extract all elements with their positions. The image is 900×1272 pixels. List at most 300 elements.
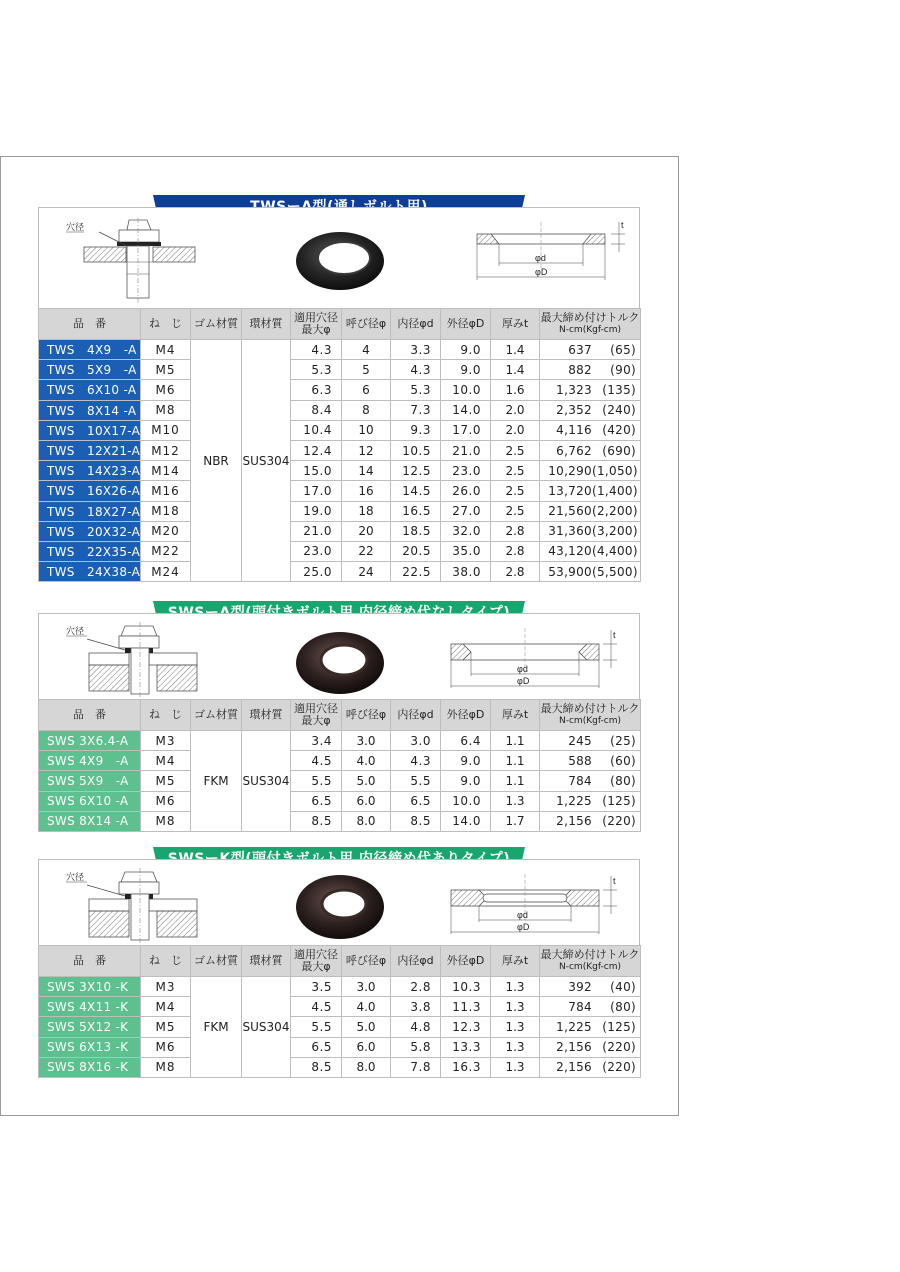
inner-d-label: φd <box>517 910 528 920</box>
hole-diameter-cell: 5.5 <box>291 1017 342 1037</box>
torque-cell <box>540 811 641 831</box>
header-ring: 環材質 <box>242 700 291 731</box>
nominal-diameter-cell: 5.0 <box>342 771 391 791</box>
table-row <box>39 340 641 360</box>
torque-cell <box>540 481 641 501</box>
nominal-diameter-cell: 12 <box>342 440 391 460</box>
thickness-cell: 1.3 <box>491 1037 540 1057</box>
torque-cell <box>540 340 641 360</box>
inner-diameter-cell: 12.5 <box>391 461 441 481</box>
thickness-label: t <box>613 630 616 640</box>
part-number-cell: TWS 5X9 -A <box>39 360 141 380</box>
thickness-cell: 1.1 <box>491 731 540 751</box>
inner-diameter-cell: 4.8 <box>391 1017 441 1037</box>
thickness-cell: 1.4 <box>491 360 540 380</box>
hole-diameter-cell: 6.5 <box>291 1037 342 1057</box>
header-ring: 環材質 <box>242 946 291 977</box>
header-screw: ね じ <box>141 946 191 977</box>
torque-ncm: 2,156 <box>556 1060 592 1075</box>
outer-diameter-cell: 13.3 <box>441 1037 491 1057</box>
thickness-cell: 1.3 <box>491 791 540 811</box>
swsk-table <box>38 945 641 1078</box>
inner-diameter-cell: 3.0 <box>391 731 441 751</box>
outer-diameter-cell: 9.0 <box>441 751 491 771</box>
tws-figure <box>38 207 640 308</box>
torque-ncm: 53,900 <box>548 564 592 579</box>
table-row <box>39 751 641 771</box>
part-number-cell: TWS 12X21-A <box>39 440 141 460</box>
header-ring: 環材質 <box>242 309 291 340</box>
swsa-table-body <box>39 731 641 832</box>
hole-diameter-cell: 4.5 <box>291 751 342 771</box>
torque-kgf: (65) <box>610 342 636 357</box>
header-hole <box>291 700 342 731</box>
nominal-diameter-cell: 3.0 <box>342 977 391 997</box>
header-hole-line2: 最大φ <box>301 714 331 727</box>
ring-material-cell: SUS304 <box>242 977 291 1078</box>
torque-kgf: (240) <box>602 403 636 418</box>
table-row <box>39 440 641 460</box>
screw-cell: M3 <box>141 731 191 751</box>
table-row <box>39 1017 641 1037</box>
nominal-diameter-cell: 8.0 <box>342 1057 391 1077</box>
bolt-section-drawing <box>87 622 197 698</box>
torque-cell <box>540 380 641 400</box>
inner-d-label: φd <box>535 253 546 263</box>
screw-cell: M20 <box>141 521 191 541</box>
outer-diameter-cell: 17.0 <box>441 420 491 440</box>
hole-diameter-cell: 4.5 <box>291 997 342 1017</box>
inner-diameter-cell: 22.5 <box>391 562 441 582</box>
part-number-cell: SWS 6X13 -K <box>39 1037 141 1057</box>
inner-diameter-cell: 5.3 <box>391 380 441 400</box>
header-inner: 内径φd <box>391 309 441 340</box>
torque-cell <box>540 521 641 541</box>
outer-diameter-cell: 16.3 <box>441 1057 491 1077</box>
screw-cell: M24 <box>141 562 191 582</box>
hole-diameter-cell: 21.0 <box>291 521 342 541</box>
ring-material-cell: SUS304 <box>242 340 291 582</box>
table-row <box>39 1037 641 1057</box>
torque-kgf: (125) <box>602 794 636 809</box>
part-number-cell: TWS 18X27-A <box>39 501 141 521</box>
torque-cell <box>540 997 641 1017</box>
part-number-cell: TWS 24X38-A <box>39 562 141 582</box>
torque-kgf: (60) <box>610 753 636 768</box>
inner-diameter-cell: 6.5 <box>391 791 441 811</box>
nominal-diameter-cell: 10 <box>342 420 391 440</box>
torque-cell <box>540 751 641 771</box>
swsk-figure-svg <box>39 860 641 946</box>
nominal-diameter-cell: 5 <box>342 360 391 380</box>
thickness-cell: 2.0 <box>491 400 540 420</box>
torque-cell <box>540 1037 641 1057</box>
inner-diameter-cell: 4.3 <box>391 360 441 380</box>
part-number-cell: SWS 5X12 -K <box>39 1017 141 1037</box>
inner-diameter-cell: 20.5 <box>391 541 441 561</box>
tws-table-body <box>39 340 641 582</box>
header-torque-line2: N-cm(Kgf-cm) <box>559 716 621 726</box>
torque-ncm: 1,225 <box>556 794 592 809</box>
washer-photo <box>296 875 384 939</box>
hole-diameter-cell: 17.0 <box>291 481 342 501</box>
header-outer: 外径φD <box>441 700 491 731</box>
nominal-diameter-cell: 6.0 <box>342 1037 391 1057</box>
header-thickness: 厚みt <box>491 700 540 731</box>
table-row <box>39 811 641 831</box>
nominal-diameter-cell: 4 <box>342 340 391 360</box>
nominal-diameter-cell: 16 <box>342 481 391 501</box>
header-torque-line1: 最大締め付けトルク <box>540 311 640 324</box>
screw-cell: M16 <box>141 481 191 501</box>
part-number-cell: SWS 6X10 -A <box>39 791 141 811</box>
torque-cell <box>540 1017 641 1037</box>
table-row <box>39 997 641 1017</box>
hole-diameter-cell: 6.5 <box>291 791 342 811</box>
thickness-cell: 1.1 <box>491 771 540 791</box>
torque-cell <box>540 461 641 481</box>
hole-diameter-cell: 23.0 <box>291 541 342 561</box>
header-screw: ね じ <box>141 309 191 340</box>
outer-diameter-cell: 32.0 <box>441 521 491 541</box>
outer-diameter-cell: 9.0 <box>441 340 491 360</box>
header-hole-line1: 適用穴径 <box>294 948 338 961</box>
screw-cell: M3 <box>141 977 191 997</box>
header-thickness: 厚みt <box>491 946 540 977</box>
screw-cell: M18 <box>141 501 191 521</box>
hole-diameter-cell: 8.5 <box>291 811 342 831</box>
table-row <box>39 521 641 541</box>
inner-diameter-cell: 4.3 <box>391 751 441 771</box>
part-number-cell: SWS 8X16 -K <box>39 1057 141 1077</box>
table-row <box>39 541 641 561</box>
part-number-cell: TWS 8X14 -A <box>39 400 141 420</box>
thickness-cell: 1.7 <box>491 811 540 831</box>
thickness-cell: 1.1 <box>491 751 540 771</box>
hole-label: 穴径 <box>66 872 85 882</box>
part-number-cell: TWS 6X10 -A <box>39 380 141 400</box>
torque-ncm: 784 <box>568 999 592 1014</box>
outer-diameter-cell: 21.0 <box>441 440 491 460</box>
header-nominal: 呼び径φ <box>342 309 391 340</box>
hole-diameter-cell: 5.3 <box>291 360 342 380</box>
header-hole <box>291 309 342 340</box>
nominal-diameter-cell: 22 <box>342 541 391 561</box>
torque-cell <box>540 501 641 521</box>
nominal-diameter-cell: 8 <box>342 400 391 420</box>
torque-ncm: 10,290 <box>548 463 592 478</box>
torque-ncm: 21,560 <box>548 504 592 519</box>
torque-kgf: (690) <box>602 443 636 458</box>
part-number-cell: SWS 3X10 -K <box>39 977 141 997</box>
dimension-drawing <box>451 874 617 934</box>
torque-cell <box>540 541 641 561</box>
inner-diameter-cell: 8.5 <box>391 811 441 831</box>
outer-diameter-cell: 9.0 <box>441 360 491 380</box>
table-header-row <box>39 700 641 731</box>
table-row <box>39 562 641 582</box>
hole-diameter-cell: 12.4 <box>291 440 342 460</box>
thickness-cell: 1.3 <box>491 1057 540 1077</box>
header-nominal: 呼び径φ <box>342 946 391 977</box>
thickness-cell: 2.8 <box>491 521 540 541</box>
outer-diameter-cell: 11.3 <box>441 997 491 1017</box>
screw-cell: M8 <box>141 400 191 420</box>
screw-cell: M5 <box>141 771 191 791</box>
screw-cell: M6 <box>141 380 191 400</box>
torque-kgf: (80) <box>610 773 636 788</box>
nominal-diameter-cell: 8.0 <box>342 811 391 831</box>
header-hole-line2: 最大φ <box>301 960 331 973</box>
header-screw: ね じ <box>141 700 191 731</box>
screw-cell: M6 <box>141 791 191 811</box>
torque-kgf: (2,200) <box>592 504 638 519</box>
torque-cell <box>540 731 641 751</box>
header-inner: 内径φd <box>391 700 441 731</box>
torque-cell <box>540 440 641 460</box>
screw-cell: M4 <box>141 997 191 1017</box>
header-part-no: 品 番 <box>39 946 141 977</box>
screw-cell: M6 <box>141 1037 191 1057</box>
outer-diameter-cell: 10.0 <box>441 791 491 811</box>
torque-ncm: 1,225 <box>556 1019 592 1034</box>
outer-d-label: φD <box>535 267 548 277</box>
screw-cell: M12 <box>141 440 191 460</box>
washer-photo <box>296 632 384 694</box>
torque-ncm: 637 <box>568 342 592 357</box>
torque-kgf: (5,500) <box>592 564 638 579</box>
part-number-cell: SWS 5X9 -A <box>39 771 141 791</box>
screw-cell: M4 <box>141 340 191 360</box>
part-number-cell: SWS 4X9 -A <box>39 751 141 771</box>
header-torque <box>540 309 641 340</box>
torque-kgf: (220) <box>602 814 636 829</box>
nominal-diameter-cell: 4.0 <box>342 997 391 1017</box>
header-rubber: ゴム材質 <box>191 946 242 977</box>
torque-kgf: (80) <box>610 999 636 1014</box>
inner-diameter-cell: 16.5 <box>391 501 441 521</box>
rubber-material-cell: NBR <box>191 340 242 582</box>
header-torque <box>540 700 641 731</box>
torque-ncm: 4,116 <box>556 423 592 438</box>
torque-ncm: 2,156 <box>556 814 592 829</box>
hole-diameter-cell: 3.5 <box>291 977 342 997</box>
table-row <box>39 501 641 521</box>
thickness-cell: 2.5 <box>491 440 540 460</box>
outer-d-label: φD <box>517 922 530 932</box>
part-number-cell: SWS 4X11 -K <box>39 997 141 1017</box>
swsk-table-body <box>39 977 641 1078</box>
hole-label: 穴径 <box>66 222 85 232</box>
table-row <box>39 481 641 501</box>
hole-diameter-cell: 3.4 <box>291 731 342 751</box>
part-number-cell: TWS 14X23-A <box>39 461 141 481</box>
part-number-cell: TWS 10X17-A <box>39 420 141 440</box>
torque-cell <box>540 771 641 791</box>
torque-kgf: (90) <box>610 362 636 377</box>
torque-kgf: (1,400) <box>592 483 638 498</box>
header-hole <box>291 946 342 977</box>
swsk-figure <box>38 859 640 945</box>
dimension-drawing <box>451 628 617 688</box>
header-thickness: 厚みt <box>491 309 540 340</box>
hole-diameter-cell: 8.4 <box>291 400 342 420</box>
torque-ncm: 784 <box>568 773 592 788</box>
tws-table <box>38 308 641 582</box>
hole-diameter-cell: 19.0 <box>291 501 342 521</box>
outer-diameter-cell: 9.0 <box>441 771 491 791</box>
inner-diameter-cell: 3.3 <box>391 340 441 360</box>
part-number-cell: SWS 3X6.4-A <box>39 731 141 751</box>
torque-ncm: 43,120 <box>548 544 592 559</box>
part-number-cell: TWS 16X26-A <box>39 481 141 501</box>
nominal-diameter-cell: 5.0 <box>342 1017 391 1037</box>
inner-diameter-cell: 7.8 <box>391 1057 441 1077</box>
torque-kgf: (220) <box>602 1040 636 1055</box>
hole-diameter-cell: 10.4 <box>291 420 342 440</box>
header-outer: 外径φD <box>441 309 491 340</box>
hole-diameter-cell: 5.5 <box>291 771 342 791</box>
table-row <box>39 791 641 811</box>
header-part-no: 品 番 <box>39 700 141 731</box>
part-number-cell: TWS 20X32-A <box>39 521 141 541</box>
header-torque-line1: 最大締め付けトルク <box>540 702 640 715</box>
torque-kgf: (25) <box>610 733 636 748</box>
header-nominal: 呼び径φ <box>342 700 391 731</box>
torque-kgf: (3,200) <box>592 524 638 539</box>
hole-diameter-cell: 8.5 <box>291 1057 342 1077</box>
thickness-cell: 2.8 <box>491 541 540 561</box>
nominal-diameter-cell: 20 <box>342 521 391 541</box>
rubber-material-cell: FKM <box>191 977 242 1078</box>
outer-diameter-cell: 14.0 <box>441 811 491 831</box>
torque-cell <box>540 360 641 380</box>
inner-diameter-cell: 3.8 <box>391 997 441 1017</box>
table-row <box>39 731 641 751</box>
torque-cell <box>540 400 641 420</box>
table-row <box>39 400 641 420</box>
torque-cell <box>540 791 641 811</box>
outer-diameter-cell: 12.3 <box>441 1017 491 1037</box>
torque-ncm: 1,323 <box>556 382 592 397</box>
hole-diameter-cell: 15.0 <box>291 461 342 481</box>
hole-diameter-cell: 25.0 <box>291 562 342 582</box>
screw-cell: M14 <box>141 461 191 481</box>
nominal-diameter-cell: 3.0 <box>342 731 391 751</box>
thickness-cell: 1.3 <box>491 997 540 1017</box>
screw-cell: M22 <box>141 541 191 561</box>
torque-kgf: (125) <box>602 1019 636 1034</box>
header-hole-line1: 適用穴径 <box>294 311 338 324</box>
part-number-cell: SWS 8X14 -A <box>39 811 141 831</box>
torque-ncm: 6,762 <box>556 443 592 458</box>
inner-diameter-cell: 14.5 <box>391 481 441 501</box>
rubber-material-cell: FKM <box>191 731 242 832</box>
torque-ncm: 2,156 <box>556 1040 592 1055</box>
header-torque <box>540 946 641 977</box>
nominal-diameter-cell: 6 <box>342 380 391 400</box>
outer-diameter-cell: 27.0 <box>441 501 491 521</box>
inner-diameter-cell: 5.8 <box>391 1037 441 1057</box>
inner-diameter-cell: 5.5 <box>391 771 441 791</box>
header-rubber: ゴム材質 <box>191 309 242 340</box>
bolt-section-drawing <box>84 218 195 303</box>
header-torque-line1: 最大締め付けトルク <box>540 948 640 961</box>
swsa-figure <box>38 613 640 699</box>
table-row <box>39 360 641 380</box>
header-torque-line2: N-cm(Kgf-cm) <box>559 962 621 972</box>
washer-photo <box>296 232 384 290</box>
nominal-diameter-cell: 24 <box>342 562 391 582</box>
torque-kgf: (135) <box>602 382 636 397</box>
thickness-label: t <box>613 876 616 886</box>
table-row <box>39 1057 641 1077</box>
outer-d-label: φD <box>517 676 530 686</box>
torque-kgf: (1,050) <box>592 463 638 478</box>
outer-diameter-cell: 6.4 <box>441 731 491 751</box>
thickness-cell: 1.6 <box>491 380 540 400</box>
bolt-section-drawing <box>87 868 197 944</box>
header-rubber: ゴム材質 <box>191 700 242 731</box>
nominal-diameter-cell: 6.0 <box>342 791 391 811</box>
inner-diameter-cell: 10.5 <box>391 440 441 460</box>
torque-cell <box>540 420 641 440</box>
torque-ncm: 2,352 <box>556 403 592 418</box>
outer-diameter-cell: 35.0 <box>441 541 491 561</box>
table-row <box>39 380 641 400</box>
outer-diameter-cell: 10.3 <box>441 977 491 997</box>
thickness-cell: 1.3 <box>491 1017 540 1037</box>
header-outer: 外径φD <box>441 946 491 977</box>
header-part-no: 品 番 <box>39 309 141 340</box>
nominal-diameter-cell: 14 <box>342 461 391 481</box>
inner-diameter-cell: 9.3 <box>391 420 441 440</box>
inner-diameter-cell: 18.5 <box>391 521 441 541</box>
torque-ncm: 588 <box>568 753 592 768</box>
inner-diameter-cell: 2.8 <box>391 977 441 997</box>
thickness-cell: 1.3 <box>491 977 540 997</box>
torque-ncm: 31,360 <box>548 524 592 539</box>
nominal-diameter-cell: 18 <box>342 501 391 521</box>
screw-cell: M8 <box>141 1057 191 1077</box>
table-row <box>39 461 641 481</box>
screw-cell: M8 <box>141 811 191 831</box>
torque-ncm: 245 <box>568 733 592 748</box>
hole-diameter-cell: 6.3 <box>291 380 342 400</box>
nominal-diameter-cell: 4.0 <box>342 751 391 771</box>
thickness-cell: 2.5 <box>491 501 540 521</box>
torque-ncm: 13,720 <box>548 483 592 498</box>
outer-diameter-cell: 26.0 <box>441 481 491 501</box>
dimension-drawing <box>477 222 625 280</box>
screw-cell: M5 <box>141 360 191 380</box>
torque-kgf: (4,400) <box>592 544 638 559</box>
table-row <box>39 420 641 440</box>
torque-kgf: (220) <box>602 1060 636 1075</box>
header-torque-line2: N-cm(Kgf-cm) <box>559 325 621 335</box>
thickness-cell: 2.5 <box>491 481 540 501</box>
screw-cell: M4 <box>141 751 191 771</box>
outer-diameter-cell: 38.0 <box>441 562 491 582</box>
header-inner: 内径φd <box>391 946 441 977</box>
table-header-row <box>39 309 641 340</box>
part-number-cell: TWS 4X9 -A <box>39 340 141 360</box>
outer-diameter-cell: 10.0 <box>441 380 491 400</box>
ring-material-cell: SUS304 <box>242 731 291 832</box>
thickness-cell: 2.5 <box>491 461 540 481</box>
hole-label: 穴径 <box>66 626 85 636</box>
torque-cell <box>540 977 641 997</box>
